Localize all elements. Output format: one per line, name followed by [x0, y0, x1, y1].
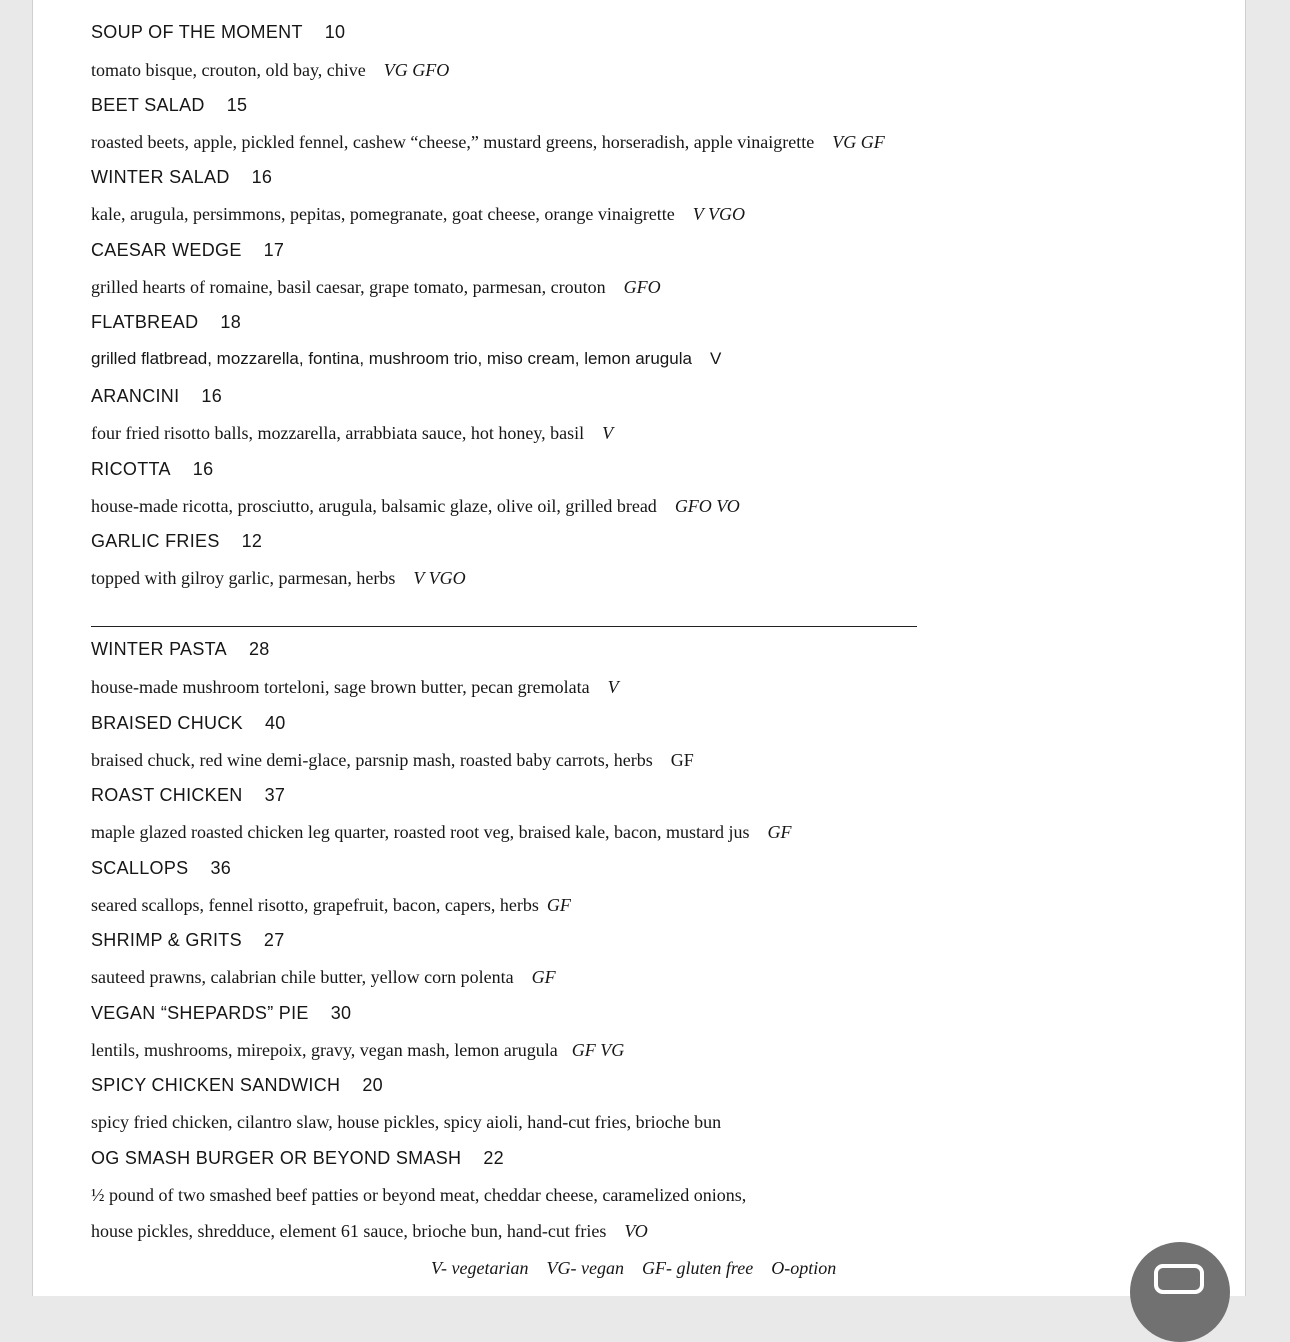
menu-item-description: four fried risotto balls, mozzarella, arrabbiata sauce, hot honey, basil V	[91, 423, 614, 443]
menu-item-description: ½ pound of two smashed beef patties or beyond meat, cheddar cheese, caramelized onions,	[91, 1185, 747, 1205]
legend-gluten-free: GF- gluten free	[641, 1258, 754, 1278]
dietary-tags: VO	[624, 1221, 648, 1241]
menu-item-description: topped with gilroy garlic, parmesan, herbs V VGO	[91, 568, 466, 588]
menu-item-name: SHRIMP & GRITS 27	[91, 930, 285, 950]
menu-item-name: RICOTTA 16	[91, 459, 214, 479]
menu-item-description: tomato bisque, crouton, old bay, chive VG GFO	[91, 60, 450, 80]
menu-item-description: seared scallops, fennel risotto, grapefruit, bacon, capers, herbs GF	[91, 895, 571, 915]
menu-item-description: sauteed prawns, calabrian chile butter, yellow corn polenta GF	[91, 967, 556, 987]
dietary-tags: V	[709, 349, 722, 368]
menu-item-description: roasted beets, apple, pickled fennel, cashew “cheese,” mustard greens, horseradish, apple vinaigrette VG GF	[91, 132, 885, 152]
menu-item-name: ROAST CHICKEN 37	[91, 785, 286, 805]
dietary-tags: GFO VO	[674, 496, 740, 516]
dietary-tags: V	[607, 677, 619, 697]
menu-item-description-continued: house pickles, shredduce, element 61 sauce, brioche bun, hand-cut fries VO	[91, 1221, 648, 1241]
legend-vegetarian: V- vegetarian	[431, 1258, 529, 1278]
dietary-legend	[431, 1258, 836, 1279]
menu-item-name: ARANCINI 16	[91, 386, 223, 406]
menu-item-description: kale, arugula, persimmons, pepitas, pomegranate, goat cheese, orange vinaigrette V VGO	[91, 204, 745, 224]
menu-item-name: WINTER PASTA 28	[91, 639, 270, 659]
menu-item-description: spicy fried chicken, cilantro slaw, house pickles, spicy aioli, hand-cut fries, brioche bun	[91, 1112, 722, 1132]
dietary-tags: GF	[546, 895, 571, 915]
dietary-tags: VG GFO	[383, 60, 450, 80]
menu-item-name: CAESAR WEDGE 17	[91, 240, 285, 260]
menu-item-description: lentils, mushrooms, mirepoix, gravy, vegan mash, lemon arugula GF VG	[91, 1040, 625, 1060]
menu-item-description: grilled hearts of romaine, basil caesar, grape tomato, parmesan, crouton GFO	[91, 277, 661, 297]
menu-item-description: maple glazed roasted chicken leg quarter, roasted root veg, braised kale, bacon, mustard jus GF	[91, 822, 792, 842]
menu-item-name: FLATBREAD 18	[91, 312, 242, 332]
menu-item-name: WINTER SALAD 16	[91, 167, 273, 187]
dietary-tags: V	[602, 423, 614, 443]
menu-item-name: SOUP OF THE MOMENT 10	[91, 22, 346, 42]
menu-item-name: BRAISED CHUCK 40	[91, 713, 286, 733]
menu-item-name: SCALLOPS 36	[91, 858, 232, 878]
menu-item-description: grilled flatbread, mozzarella, fontina, mushroom trio, miso cream, lemon arugula V	[91, 349, 722, 368]
dietary-tags: VG GF	[832, 132, 885, 152]
menu-page	[32, 0, 1246, 1296]
menu-item-description: house-made mushroom torteloni, sage brown butter, pecan gremolata V	[91, 677, 619, 697]
section-divider	[91, 626, 917, 627]
menu-item-name: SPICY CHICKEN SANDWICH 20	[91, 1075, 383, 1095]
window-switch-button[interactable]	[1130, 1242, 1230, 1342]
dietary-tags: GF	[531, 967, 556, 987]
legend-vegan: VG- vegan	[546, 1258, 624, 1278]
menu-item-name: VEGAN “SHEPARDS” PIE 30	[91, 1003, 352, 1023]
dietary-tags: GF	[670, 750, 694, 770]
dietary-tags: V VGO	[692, 204, 745, 224]
menu-item-name: BEET SALAD 15	[91, 95, 248, 115]
legend-option: O-option	[771, 1258, 837, 1278]
menu-item-description: house-made ricotta, prosciutto, arugula, balsamic glaze, olive oil, grilled bread GFO VO	[91, 496, 740, 516]
menu-item-name: OG SMASH BURGER OR BEYOND SMASH 22	[91, 1148, 504, 1168]
menu-item-name: GARLIC FRIES 12	[91, 531, 263, 551]
dietary-tags: GFO	[623, 277, 661, 297]
dietary-tags: V VGO	[413, 568, 466, 588]
dietary-tags: GF VG	[571, 1040, 625, 1060]
dietary-tags: GF	[767, 822, 792, 842]
menu-item-description: braised chuck, red wine demi-glace, parsnip mash, roasted baby carrots, herbs GF	[91, 750, 694, 770]
